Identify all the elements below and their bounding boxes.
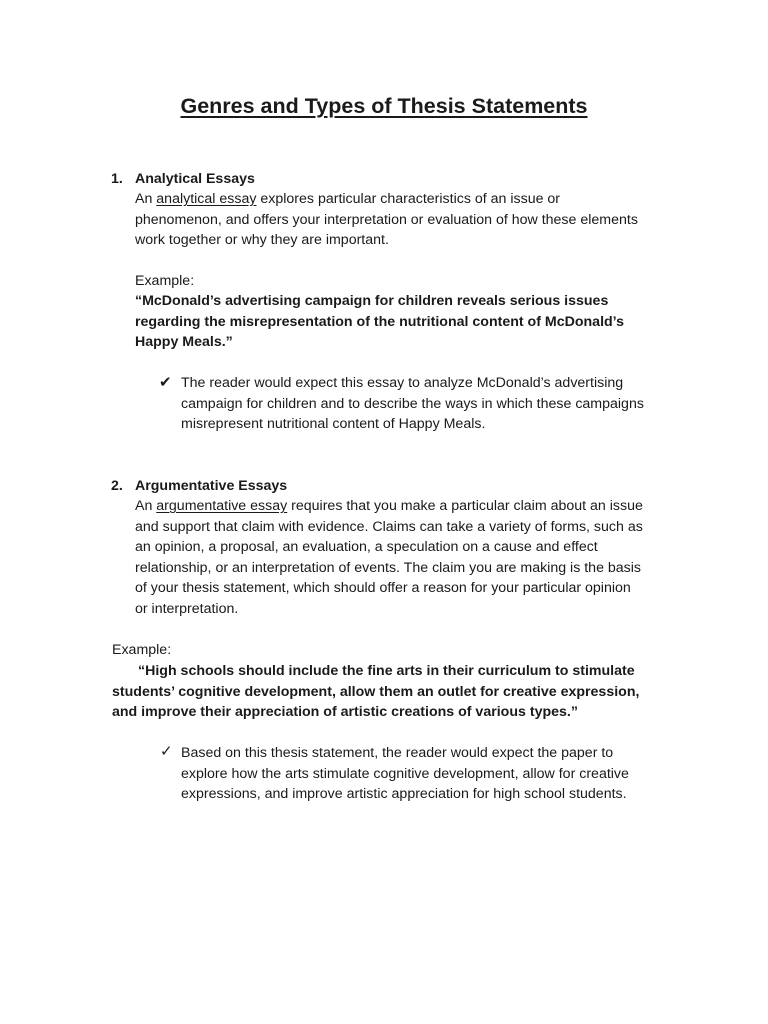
check-line: Based on this thesis statement, the reader would expect the paper to — [181, 745, 614, 761]
example-line-text: “High schools should include the fine arts in their curriculum to stimulate — [138, 663, 635, 679]
intro-line: work together or why they are important. — [135, 232, 389, 249]
intro-prefix: An — [135, 191, 157, 207]
check-line: misrepresent nutritional content of Happy Meals. — [181, 416, 486, 433]
intro-line: relationship, or an interpretation of events. The claim you are making is the basis — [135, 559, 642, 576]
example-line: Happy Meals.” — [135, 334, 233, 351]
defined-term: argumentative essay — [156, 498, 288, 514]
example-line: regarding the misrepresentation of the nutritional content of McDonald’s — [135, 313, 624, 330]
section-heading: Analytical Essays — [135, 171, 255, 187]
example-line — [112, 661, 712, 682]
checkmark-icon: ✓ — [160, 743, 173, 760]
check-note — [181, 373, 691, 435]
example-label: Example: — [135, 273, 195, 289]
example-line: “McDonald’s advertising campaign for children reveals serious issues — [135, 293, 609, 309]
check-note — [181, 743, 691, 805]
section-heading: Argumentative Essays — [135, 478, 288, 494]
intro-prefix: An — [135, 498, 157, 514]
checkmark-icon: ✔ — [159, 374, 172, 391]
check-line: The reader would expect this essay to analyze McDonald’s advertising — [181, 375, 624, 391]
section-number: 2. — [111, 478, 123, 494]
section-intro — [135, 496, 695, 620]
intro-line: and support that claim with evidence. Claims can take a variety of forms, such as — [135, 518, 643, 535]
intro-line: an opinion, a proposal, an evaluation, a speculation on a cause and effect — [135, 539, 598, 556]
section-intro — [135, 189, 675, 251]
intro-line: or interpretation. — [135, 600, 239, 617]
page-title: Genres and Types of Thesis Statements — [180, 94, 588, 118]
example-line: students’ cognitive development, allow them an outlet for creative expression, — [112, 683, 640, 700]
check-line: campaign for children and to describe the ways in which these campaigns — [181, 395, 644, 412]
intro-line: of your thesis statement, which should offer a reason for your particular opinion — [135, 580, 631, 597]
intro-rest: explores particular characteristics of an issue or — [256, 191, 561, 207]
intro-line — [135, 189, 675, 210]
check-line: explore how the arts stimulate cognitive development, allow for creative — [181, 765, 629, 782]
example-line: and improve their appreciation of artistic creations of various types.” — [112, 704, 578, 721]
example-thesis — [112, 661, 712, 723]
intro-line: phenomenon, and offers your interpretation or evaluation of how these elements — [135, 211, 638, 228]
defined-term: analytical essay — [156, 191, 257, 207]
example-thesis — [135, 291, 675, 353]
section-number: 1. — [111, 171, 123, 187]
intro-rest: requires that you make a particular claim about an issue — [287, 498, 643, 514]
check-line: expressions, and improve artistic appreciation for high school students. — [181, 786, 627, 803]
example-label: Example: — [112, 642, 172, 658]
intro-line — [135, 496, 695, 517]
